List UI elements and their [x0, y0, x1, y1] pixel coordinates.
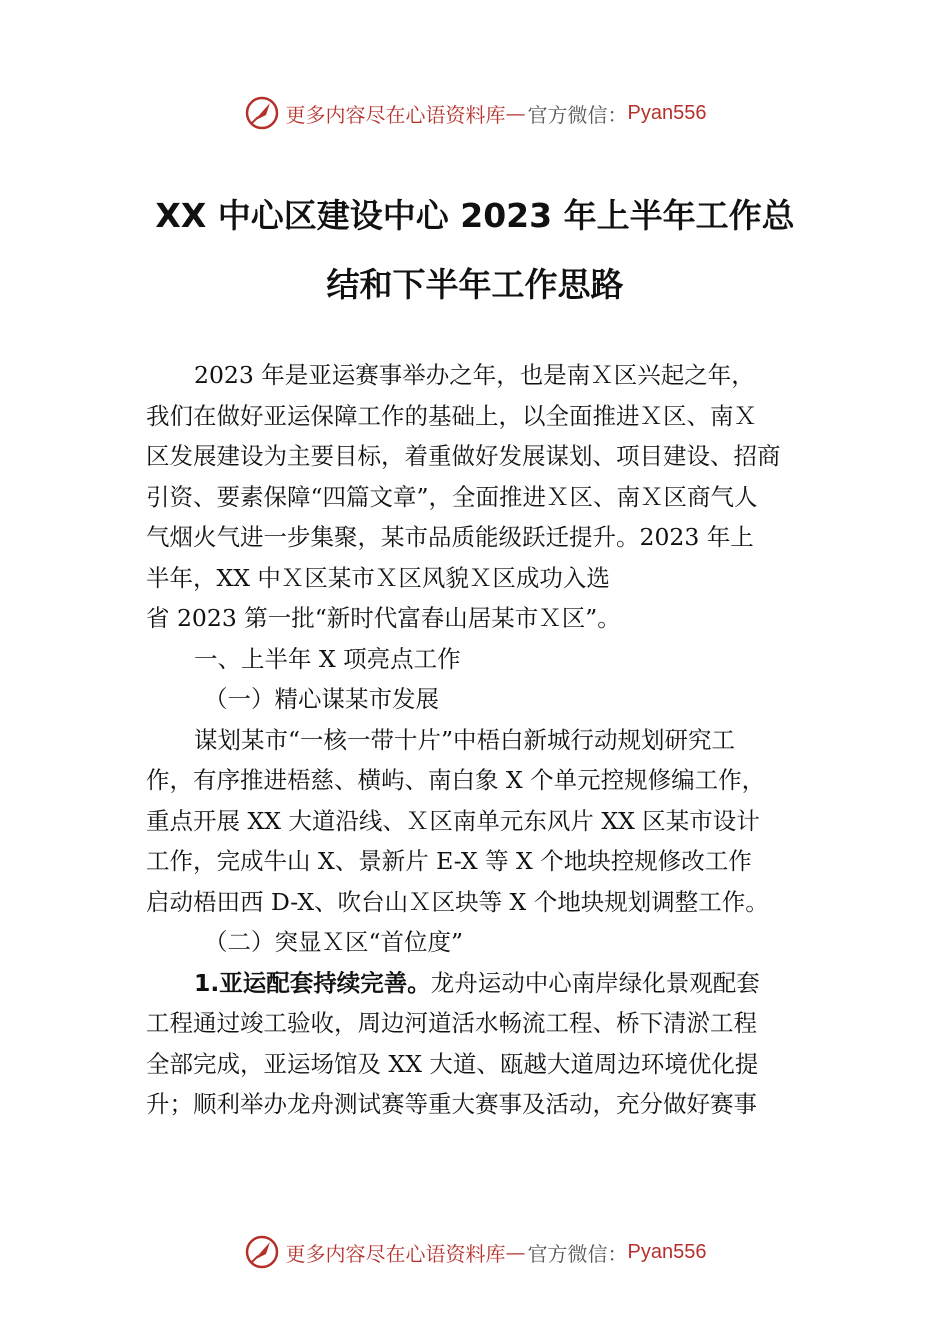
banner-separator: — [505, 1240, 526, 1264]
paragraph-line: 启动梧田西 D-X、吹台山Ｘ区块等 X 个地块规划调整工作。 [146, 887, 769, 916]
subsection-heading: （一）精心谋某市发展 [204, 685, 439, 713]
banner-wechat-id: Pyan556 [627, 1240, 707, 1263]
banner-text: 更多内容尽在心语资料库 [285, 102, 506, 127]
subsection-heading: （二）突显Ｘ区“首位度” [204, 928, 464, 956]
banner-separator: — [505, 101, 526, 125]
paragraph-line: 我们在做好亚运保障工作的基础上，以全面推进Ｘ区、南Ｘ [146, 401, 757, 430]
paragraph-line: 重点开展 XX 大道沿线、Ｘ区南单元东风片 XX 区某市设计 [146, 806, 760, 835]
paragraph-line: 区发展建设为主要目标，着重做好发展谋划、项目建设、招商 [146, 442, 781, 470]
paragraph-line: 作，有序推进梧慈、横屿、南白象 X 个单元控规修编工作， [146, 766, 766, 794]
paragraph-line: 引资、要素保障“四篇文章”，全面推进Ｘ区、南Ｘ区商气人 [146, 482, 758, 511]
paragraph-line: 工作，完成牛山 X、景新片 E-X 等 X 个地块控规修改工作 [146, 847, 752, 875]
bold-lead-text: 1.亚运配套持续完善。 [194, 968, 431, 997]
section-heading: 一、上半年 X 项亮点工作 [194, 644, 461, 673]
banner-text: 更多内容尽在心语资料库 [285, 1241, 506, 1266]
watermark-banner-bottom [0, 1232, 950, 1272]
paragraph-line [146, 963, 811, 1004]
quill-logo-icon [244, 1234, 280, 1270]
watermark-banner-top [0, 93, 950, 133]
document-title-line-2: 结和下半年工作思路 [326, 265, 624, 304]
quill-logo-icon [244, 95, 280, 131]
paragraph-line: 全部完成，亚运场馆及 XX 大道、瓯越大道周边环境优化提 [146, 1049, 759, 1078]
paragraph-text: 龙舟运动中心南岸绿化景观配套 [430, 968, 760, 997]
paragraph-line: 2023 年是亚运赛事举办之年，也是南Ｘ区兴起之年， [194, 361, 755, 389]
paragraph-line: 升；顺利举办龙舟测试赛等重大赛事及活动，充分做好赛事 [146, 1090, 757, 1118]
document-title-line-1: XX 中心区建设中心 2023 年上半年工作总 [155, 196, 795, 235]
paragraph-line: 工程通过竣工验收，周边河道活水畅流工程、桥下清淤工程 [146, 1009, 757, 1037]
banner-wechat-id: Pyan556 [627, 101, 707, 124]
paragraph-line: 省 2023 第一批“新时代富春山居某市Ｘ区”。 [146, 604, 621, 632]
document-body [146, 355, 811, 1125]
banner-label: 官方微信： [527, 102, 628, 127]
paragraph-line: 气烟火气进一步集聚，某市品质能级跃迁提升。2023 年上 [146, 523, 754, 551]
paragraph-line: 半年，XX 中Ｘ区某市Ｘ区风貌Ｘ区成功入选 [146, 563, 610, 592]
banner-label: 官方微信： [527, 1241, 628, 1266]
paragraph-line: 谋划某市“一核一带十片”中梧白新城行动规划研究工 [194, 725, 736, 754]
